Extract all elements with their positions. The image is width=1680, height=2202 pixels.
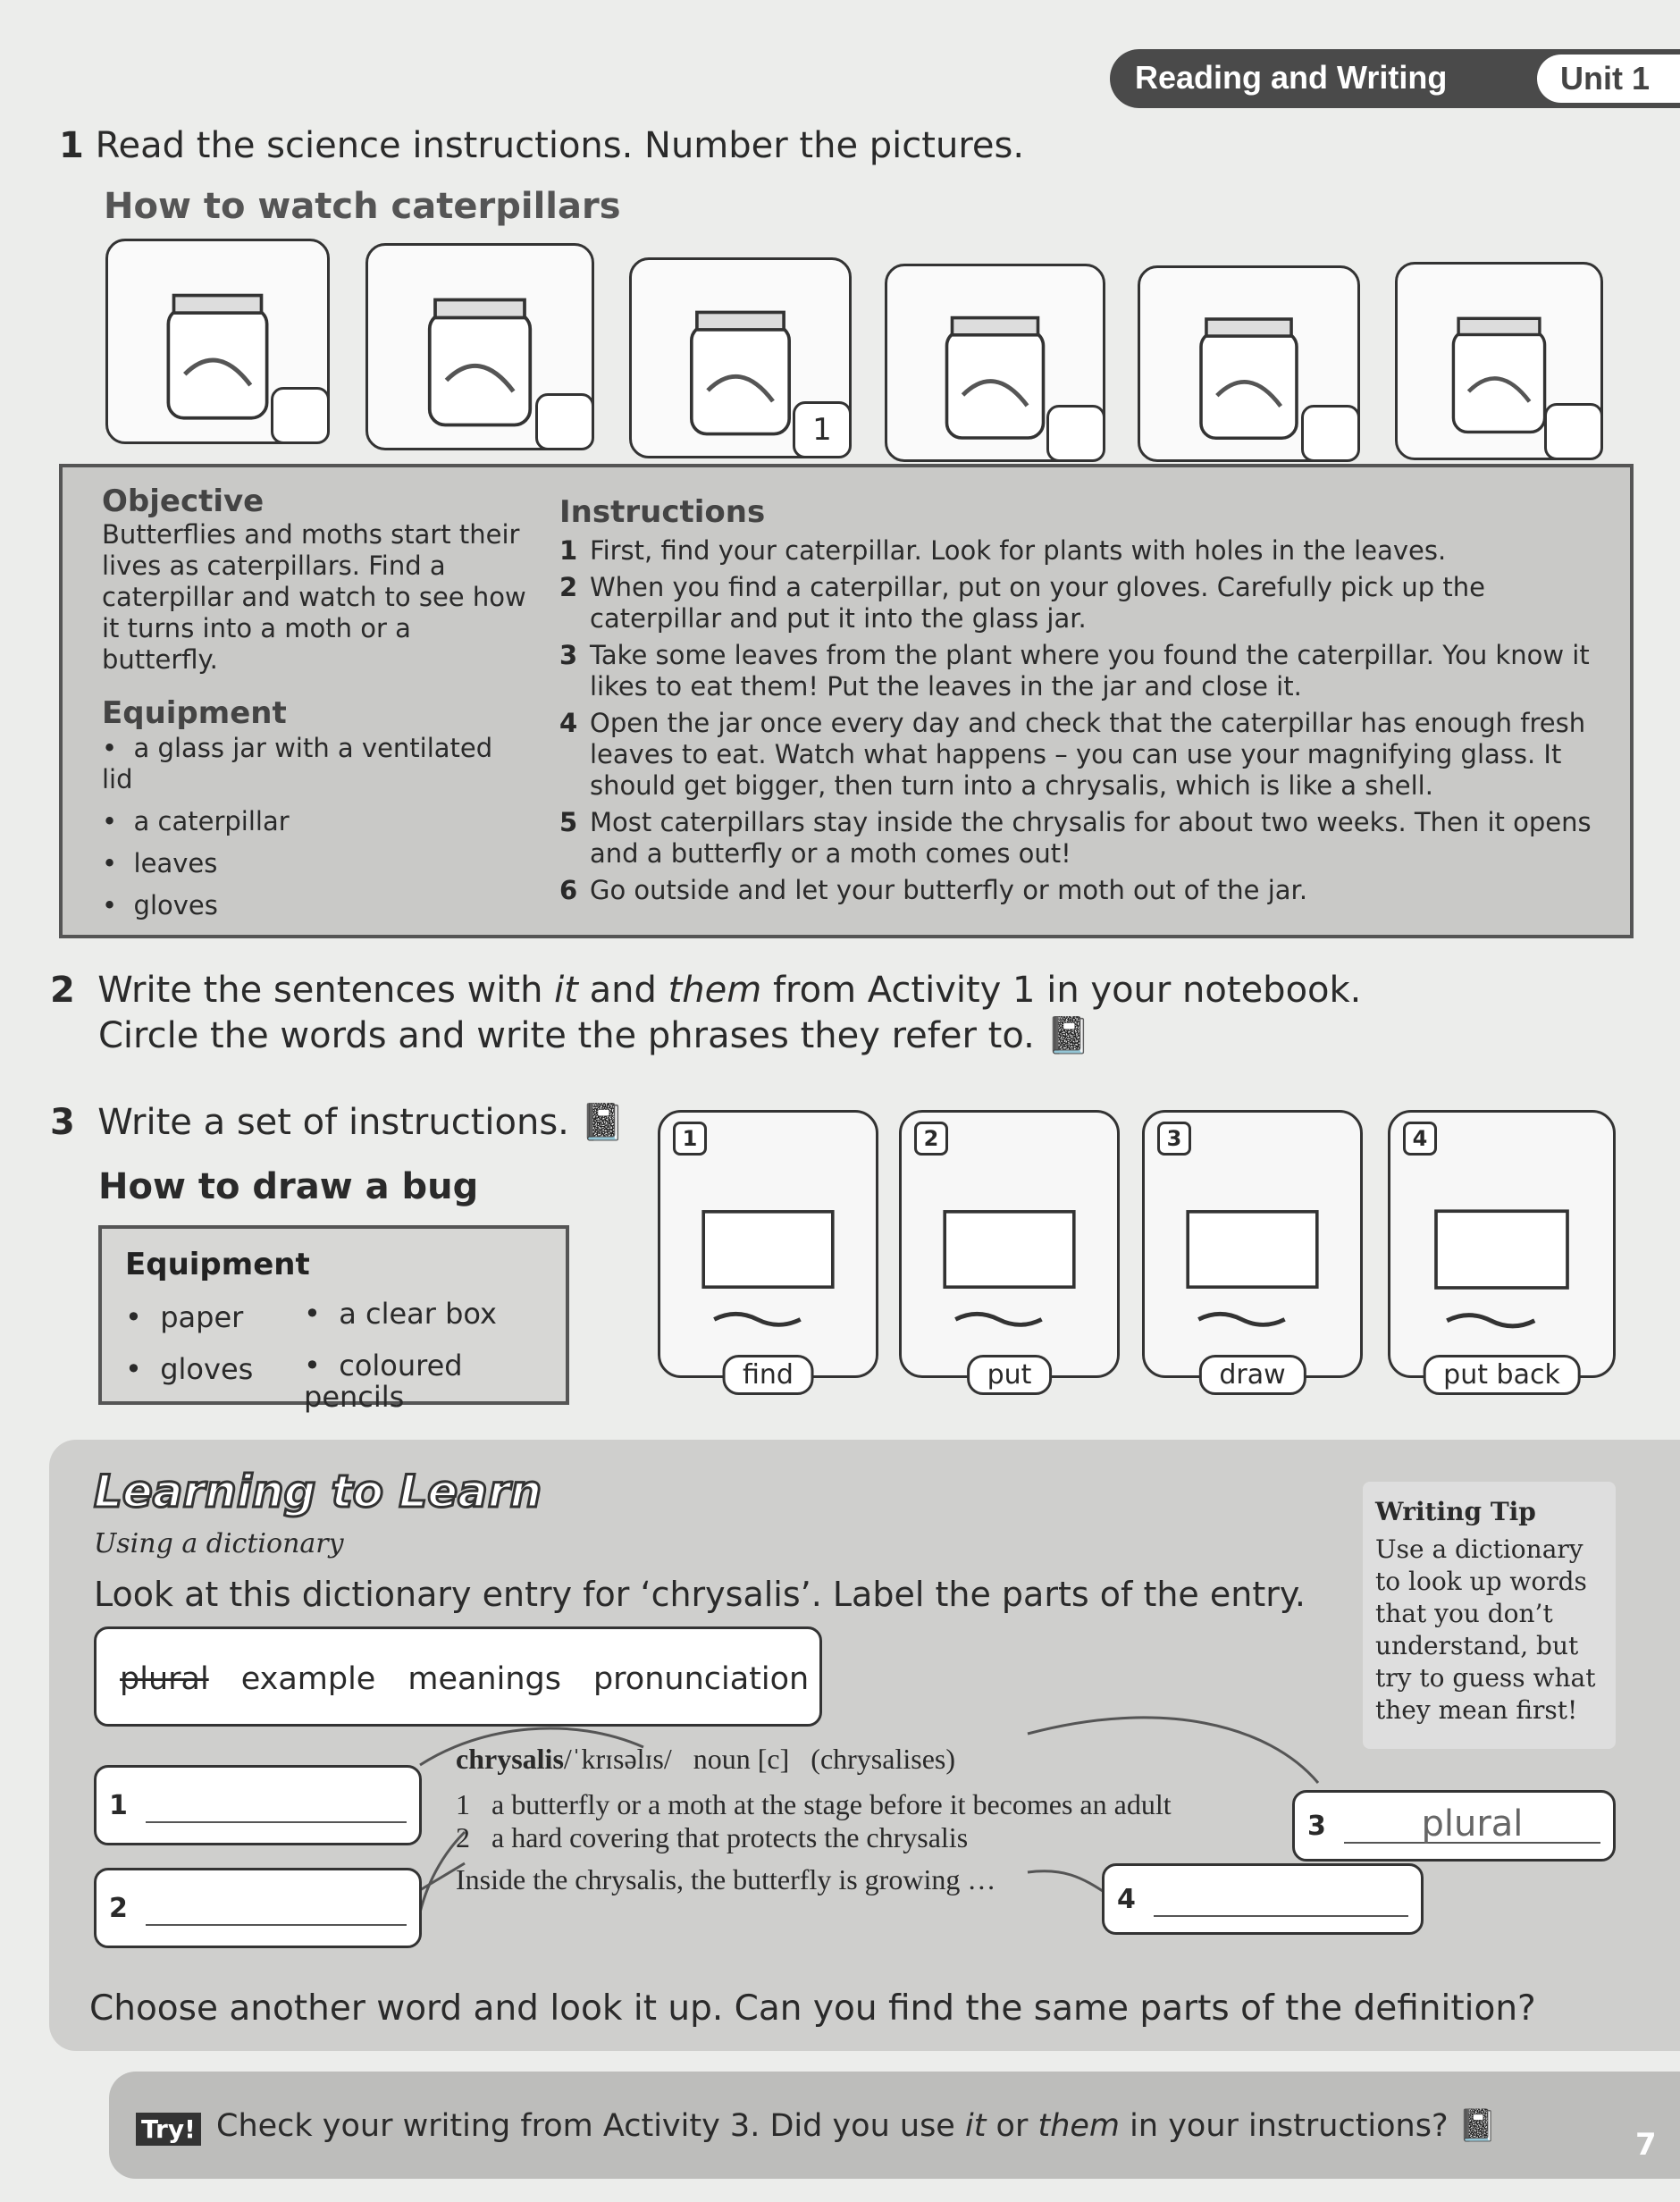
learning-subtitle: Using a dictionary bbox=[94, 1528, 344, 1559]
label-answer-field[interactable] bbox=[1154, 1881, 1408, 1917]
notebook-icon: 📓 bbox=[580, 1102, 626, 1143]
picture-label: put back bbox=[1423, 1355, 1581, 1395]
caterpillar-picture bbox=[365, 243, 594, 450]
activity3-heading: 3 Write a set of instructions. 📓 bbox=[50, 1102, 626, 1143]
section-title: Reading and Writing bbox=[1135, 59, 1448, 96]
activity-number: 1 bbox=[59, 125, 84, 166]
instruction-step: 2 When you find a caterpillar, put on your gloves. Carefully pick up the caterpillar and put it into the glass jar. bbox=[559, 572, 1485, 634]
instruction-step: 1 First, find your caterpillar. Look for plants with holes in the leaves. bbox=[559, 535, 1447, 566]
activity1-heading bbox=[59, 125, 1024, 166]
caterpillar-picture bbox=[105, 239, 330, 444]
try-text: Check your writing from Activity 3. Did you use it or them in your instructions? 📓 bbox=[216, 2108, 1498, 2144]
equipment-heading: Equipment bbox=[125, 1247, 310, 1282]
equipment-item: • a caterpillar bbox=[102, 806, 290, 836]
label-box-1: 1 bbox=[94, 1765, 422, 1845]
picture-label: draw bbox=[1198, 1355, 1306, 1395]
section-header bbox=[1110, 49, 1680, 108]
equipment-heading: Equipment bbox=[102, 695, 287, 731]
activity2-heading: 2 Write the sentences with it and them from Activity 1 in your notebook. Circle the words and write the phrases they refer to. 📓 bbox=[50, 970, 1362, 1056]
label-box-4: 4 bbox=[1102, 1863, 1424, 1935]
answer-box[interactable] bbox=[1544, 403, 1603, 460]
picture-number: 2 bbox=[914, 1122, 948, 1156]
caterpillar-picture bbox=[629, 257, 852, 458]
label-answer-field[interactable] bbox=[146, 1787, 407, 1823]
caterpillar-picture bbox=[1138, 265, 1360, 462]
word-bank-item: pronunciation bbox=[592, 1661, 810, 1697]
label-box-3: 3 plural bbox=[1292, 1790, 1616, 1862]
equipment-item: • gloves bbox=[102, 890, 218, 920]
instructions-panel bbox=[59, 464, 1634, 938]
picture-number: 4 bbox=[1403, 1122, 1437, 1156]
equipment-list bbox=[102, 733, 531, 921]
equipment-item: • gloves bbox=[125, 1352, 254, 1386]
equipment-item: • paper bbox=[125, 1300, 244, 1334]
writing-tip: Writing Tip Use a dictionary to look up words that you don’t understand, but try to guess what they mean first! bbox=[1363, 1482, 1616, 1749]
try-badge: Try! bbox=[136, 2113, 201, 2146]
learning-title: Learning to Learn bbox=[94, 1466, 542, 1517]
answer-box[interactable] bbox=[1301, 405, 1360, 462]
word-bank-item: plural bbox=[120, 1661, 209, 1697]
learning-instruction: Look at this dictionary entry for ‘chrysalis’. Label the parts of the entry. bbox=[94, 1575, 1306, 1614]
try-box bbox=[109, 2072, 1680, 2179]
instruction-step: 4 Open the jar once every day and check that the caterpillar has enough fresh leaves to eat. Watch what happens – you can use your magnifying glass. It should get bigger, then turn into a chrysalis, which is like a shell. bbox=[559, 708, 1586, 801]
equipment-item: • a glass jar with a ventilated lid bbox=[102, 733, 493, 794]
answer-box[interactable] bbox=[1046, 405, 1105, 462]
bug-picture bbox=[658, 1110, 878, 1391]
answer-box[interactable] bbox=[535, 393, 594, 450]
equipment-item: • leaves bbox=[102, 848, 218, 878]
instruction-step: 6 Go outside and let your butterfly or moth out of the jar. bbox=[559, 875, 1308, 905]
instruction-step: 3 Take some leaves from the plant where you found the caterpillar. You know it likes to eat them! Put the leaves in the jar and close it. bbox=[559, 640, 1590, 702]
bug-equipment-box bbox=[98, 1225, 569, 1414]
answer-box[interactable]: 1 bbox=[793, 401, 852, 458]
notebook-icon: 📓 bbox=[1046, 1015, 1091, 1056]
label-box-2: 2 bbox=[94, 1868, 422, 1948]
caterpillar-picture bbox=[1395, 262, 1603, 460]
dictionary-entry: chrysalis/ˈkrɪsəlɪs/ noun [c] (chrysalises) 1 a butterfly or a moth at the stage before it becomes an adult 2 a hard covering that protects the chrysalis Inside the chrysalis, the butterfly is growing … bbox=[456, 1743, 1172, 1895]
equipment-item: • coloured pencils bbox=[304, 1349, 463, 1414]
activity3-title: How to draw a bug bbox=[98, 1166, 479, 1207]
page-number: 7 bbox=[1635, 2127, 1657, 2163]
label-answer-field[interactable] bbox=[146, 1890, 407, 1926]
objective-text: Butterflies and moths start their lives as caterpillars. Find a caterpillar and watch to see how it turns into a moth or a butterfly. bbox=[102, 519, 526, 675]
word-bank-item: example bbox=[240, 1661, 376, 1697]
answer-box[interactable] bbox=[271, 387, 330, 444]
picture-label: put bbox=[967, 1355, 1053, 1395]
unit-label: Unit 1 bbox=[1537, 55, 1680, 103]
activity1-instruction: Read the science instructions. Number the pictures. bbox=[95, 125, 1025, 166]
bug-picture bbox=[1142, 1110, 1363, 1391]
notebook-icon: 📓 bbox=[1457, 2108, 1498, 2144]
objective-heading: Objective bbox=[102, 483, 265, 519]
bug-picture bbox=[1388, 1110, 1616, 1391]
activity1-title: How to watch caterpillars bbox=[104, 186, 621, 227]
equipment-item: • a clear box bbox=[304, 1297, 497, 1331]
label-answer-field[interactable]: plural bbox=[1344, 1808, 1600, 1844]
instructions-heading: Instructions bbox=[559, 494, 766, 530]
picture-number: 3 bbox=[1157, 1122, 1191, 1156]
word-bank-item: meanings bbox=[407, 1661, 561, 1697]
bug-picture bbox=[899, 1110, 1120, 1391]
picture-label: find bbox=[722, 1355, 814, 1395]
followup-question: Choose another word and look it up. Can you find the same parts of the definition? bbox=[89, 1988, 1536, 2029]
instruction-step: 5 Most caterpillars stay inside the chrysalis for about two weeks. Then it opens and a butterfly or a moth comes out! bbox=[559, 807, 1592, 869]
caterpillar-picture bbox=[885, 264, 1105, 462]
picture-number: 1 bbox=[673, 1122, 707, 1156]
